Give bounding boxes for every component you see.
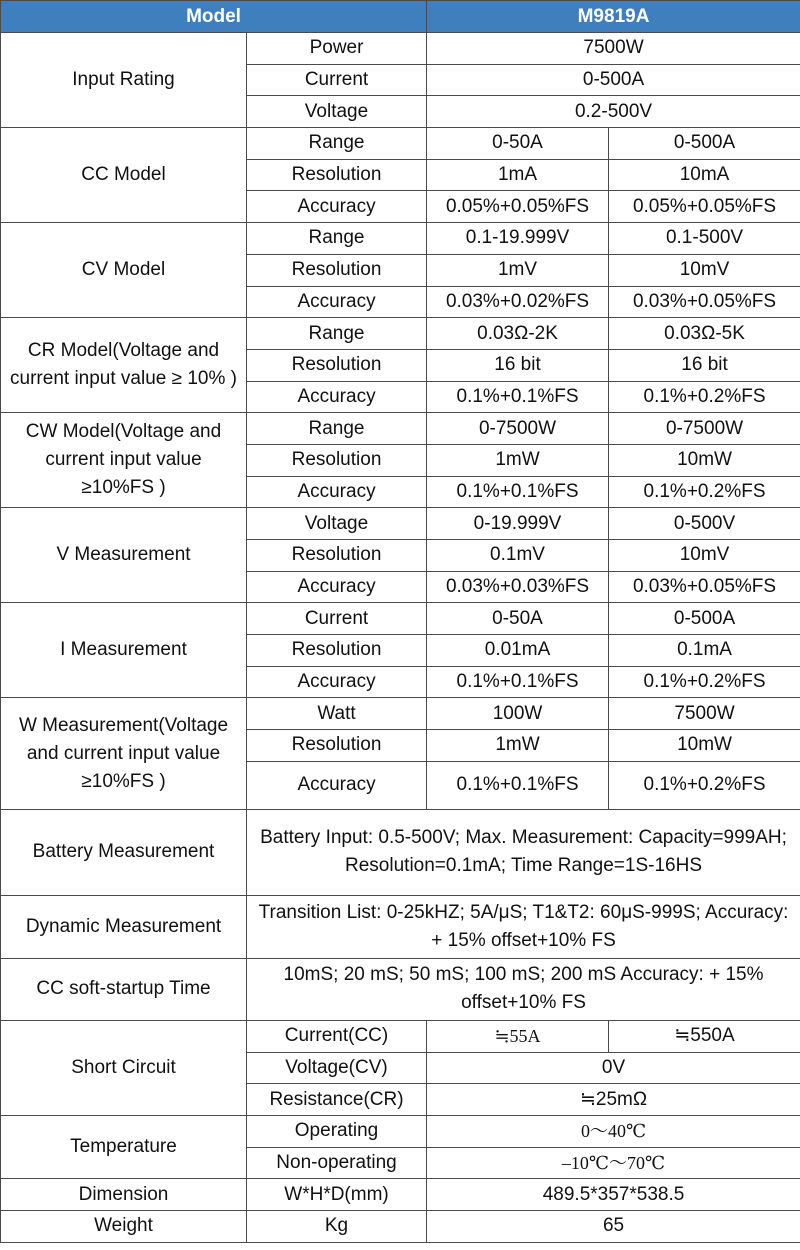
- table-row: [1, 413, 800, 445]
- param-cell: Resolution: [247, 635, 427, 667]
- table-row: [1, 603, 800, 635]
- param-cell: Accuracy: [247, 761, 427, 809]
- table-row: [1, 1115, 800, 1147]
- value-cell-1: 100W: [427, 698, 609, 730]
- table-row: [1, 508, 800, 540]
- value-cell-2: 0-500A: [609, 128, 800, 160]
- param-cell: Voltage: [247, 508, 427, 540]
- model-header-label: Model: [1, 1, 427, 33]
- value-cell-1: 0.03%+0.02%FS: [427, 286, 609, 318]
- battery-value: Battery Input: 0.5-500V; Max. Measurement: Capacity=999AH; Resolution=0.1mA; Time Range=1S-16HS: [247, 809, 800, 895]
- value-cell: 489.5*357*538.5: [427, 1179, 800, 1211]
- value-cell-2: 0.03%+0.05%FS: [609, 571, 800, 603]
- value-cell-1: 1mW: [427, 730, 609, 762]
- value-cell-2: 0.1-500V: [609, 223, 800, 255]
- section-label-i-measurement: I Measurement: [1, 603, 247, 698]
- value-cell-2: 0.05%+0.05%FS: [609, 191, 800, 223]
- value-cell: 7500W: [427, 33, 800, 65]
- value-cell-1: 0.1%+0.1%FS: [427, 381, 609, 413]
- cc-softstart-value: 10mS; 20 mS; 50 mS; 100 mS; 200 mS Accuracy: + 15% offset+10% FS: [247, 958, 800, 1020]
- section-label-battery: Battery Measurement: [1, 809, 247, 895]
- param-cell: Resolution: [247, 159, 427, 191]
- table-row: [1, 1210, 800, 1242]
- value-cell-2: 0.1mA: [609, 635, 800, 667]
- value-cell-1: 0-50A: [427, 128, 609, 160]
- value-cell-2: 10mV: [609, 254, 800, 286]
- table-row: [1, 958, 800, 1020]
- table-row: [1, 128, 800, 160]
- table-row: [1, 1020, 800, 1052]
- param-cell: Range: [247, 128, 427, 160]
- value-cell-1: 0.05%+0.05%FS: [427, 191, 609, 223]
- header-row: [1, 1, 800, 33]
- value-cell-2: 0-500V: [609, 508, 800, 540]
- section-label-cw-model: CW Model(Voltage and current input value ≥10%FS ): [1, 413, 247, 508]
- value-cell-2: 0.03Ω-5K: [609, 318, 800, 350]
- value-cell-1: 0.03Ω-2K: [427, 318, 609, 350]
- section-label-cr-model: CR Model(Voltage and current input value ≥ 10% ): [1, 318, 247, 413]
- value-cell: 0～40℃: [427, 1115, 800, 1147]
- param-cell: Voltage(CV): [247, 1052, 427, 1084]
- param-cell: Current: [247, 64, 427, 96]
- param-cell: Resolution: [247, 444, 427, 476]
- value-cell-1: 0.1mV: [427, 540, 609, 572]
- section-label-cc-softstart: CC soft-startup Time: [1, 958, 247, 1020]
- section-label-v-measurement: V Measurement: [1, 508, 247, 603]
- value-cell-2: 0.1%+0.2%FS: [609, 666, 800, 698]
- value-cell: –10℃～70℃: [427, 1147, 800, 1179]
- value-cell-2: 0.1%+0.2%FS: [609, 761, 800, 809]
- value-cell-1: 0.01mA: [427, 635, 609, 667]
- value-cell-2: 7500W: [609, 698, 800, 730]
- section-label-cv-model: CV Model: [1, 223, 247, 318]
- param-cell: Resolution: [247, 730, 427, 762]
- param-cell: Accuracy: [247, 191, 427, 223]
- value-cell-2: 0-7500W: [609, 413, 800, 445]
- section-label-w-measurement: W Measurement(Voltage and current input value ≥10%FS ): [1, 698, 247, 809]
- section-label-input-rating: Input Rating: [1, 33, 247, 128]
- value-cell-1: 0-7500W: [427, 413, 609, 445]
- value-cell-1: 0.1-19.999V: [427, 223, 609, 255]
- param-cell: Power: [247, 33, 427, 65]
- param-cell: Range: [247, 413, 427, 445]
- param-cell: Accuracy: [247, 476, 427, 508]
- value-cell-1: ≒55A: [427, 1020, 609, 1052]
- param-cell: Range: [247, 223, 427, 255]
- value-cell-1: 0.1%+0.1%FS: [427, 476, 609, 508]
- section-label-cc-model: CC Model: [1, 128, 247, 223]
- param-cell: Accuracy: [247, 666, 427, 698]
- param-cell: Resolution: [247, 349, 427, 381]
- value-cell-1: 16 bit: [427, 349, 609, 381]
- param-cell: Watt: [247, 698, 427, 730]
- table-row: [1, 223, 800, 255]
- param-cell: Range: [247, 318, 427, 350]
- param-cell: Accuracy: [247, 571, 427, 603]
- param-cell: W*H*D(mm): [247, 1179, 427, 1211]
- table-row: [1, 33, 800, 65]
- section-label-temperature: Temperature: [1, 1115, 247, 1178]
- value-cell-1: 0-50A: [427, 603, 609, 635]
- value-cell-2: 0.1%+0.2%FS: [609, 476, 800, 508]
- model-header-value: M9819A: [427, 1, 800, 33]
- section-label-dimension: Dimension: [1, 1179, 247, 1211]
- table-row: [1, 809, 800, 895]
- table-row: [1, 1179, 800, 1211]
- param-cell: Resolution: [247, 540, 427, 572]
- table-row: [1, 895, 800, 958]
- value-cell-1: 1mV: [427, 254, 609, 286]
- section-label-weight: Weight: [1, 1210, 247, 1242]
- param-cell: Operating: [247, 1115, 427, 1147]
- value-cell-2: 10mW: [609, 730, 800, 762]
- table-row: [1, 698, 800, 730]
- param-cell: Resistance(CR): [247, 1084, 427, 1116]
- param-cell: Voltage: [247, 96, 427, 128]
- param-cell: Non-operating: [247, 1147, 427, 1179]
- param-cell: Accuracy: [247, 286, 427, 318]
- dynamic-value: Transition List: 0-25kHZ; 5A/μS; T1&T2: 60μS-999S; Accuracy: + 15% offset+10% FS: [247, 895, 800, 958]
- value-cell-2: 10mW: [609, 444, 800, 476]
- value-cell-2: 16 bit: [609, 349, 800, 381]
- value-cell-1: 0.03%+0.03%FS: [427, 571, 609, 603]
- section-label-dynamic: Dynamic Measurement: [1, 895, 247, 958]
- section-label-short-circuit: Short Circuit: [1, 1020, 247, 1115]
- value-cell-2: 10mV: [609, 540, 800, 572]
- param-cell: Accuracy: [247, 381, 427, 413]
- param-cell: Current(CC): [247, 1020, 427, 1052]
- value-cell-2: 0.03%+0.05%FS: [609, 286, 800, 318]
- table-row: [1, 318, 800, 350]
- param-cell: Kg: [247, 1210, 427, 1242]
- param-cell: Current: [247, 603, 427, 635]
- value-cell-2: ≒550A: [609, 1020, 800, 1052]
- value-cell-1: 1mA: [427, 159, 609, 191]
- value-cell: 65: [427, 1210, 800, 1242]
- value-cell-2: 10mA: [609, 159, 800, 191]
- value-cell: 0.2-500V: [427, 96, 800, 128]
- value-cell-1: 0.1%+0.1%FS: [427, 666, 609, 698]
- value-cell-2: 0-500A: [609, 603, 800, 635]
- param-cell: Resolution: [247, 254, 427, 286]
- value-cell: 0V: [427, 1052, 800, 1084]
- value-cell-1: 0-19.999V: [427, 508, 609, 540]
- value-cell-1: 1mW: [427, 444, 609, 476]
- value-cell-1: 0.1%+0.1%FS: [427, 761, 609, 809]
- value-cell: 0-500A: [427, 64, 800, 96]
- value-cell-2: 0.1%+0.2%FS: [609, 381, 800, 413]
- value-cell: ≒25mΩ: [427, 1084, 800, 1116]
